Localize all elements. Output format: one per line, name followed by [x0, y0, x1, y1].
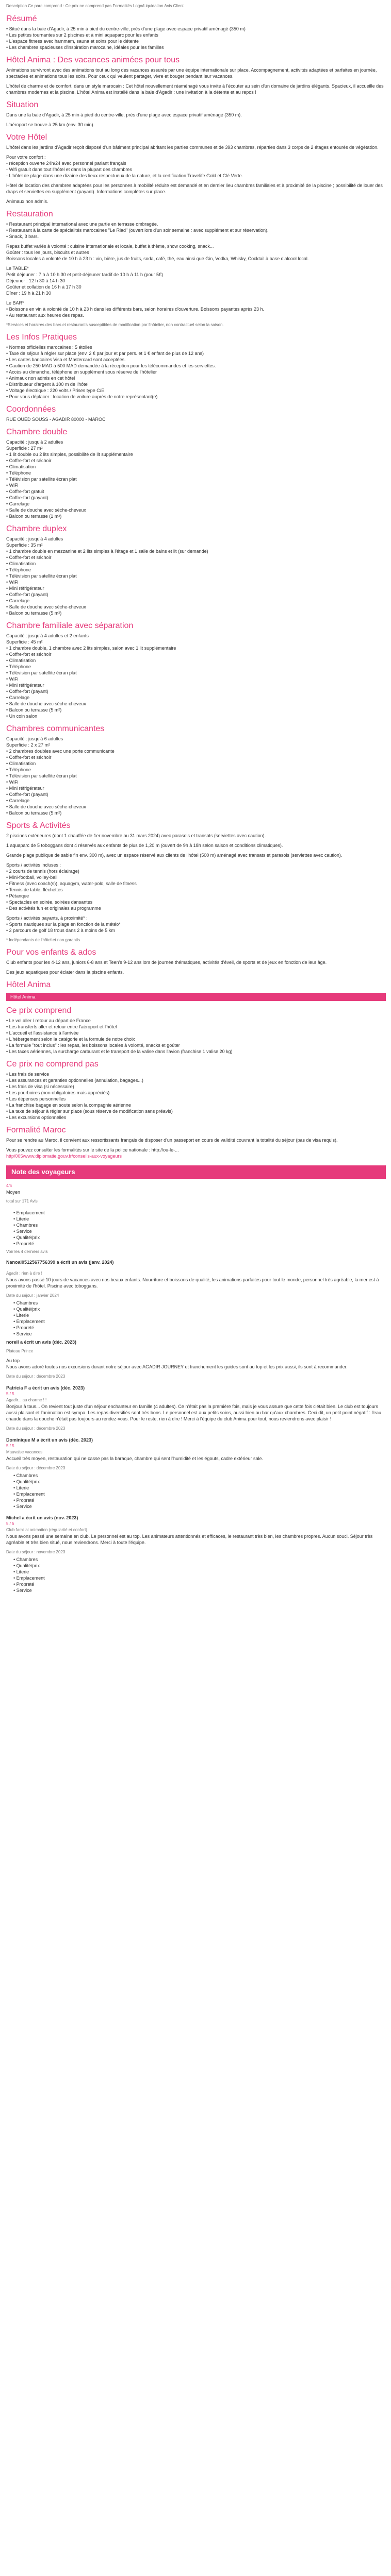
paragraph: 1 aquaparc de 5 toboggans dont 4 réservés aux enfants de plus de 1,20 m (ouvert de 9h à 18h selon saison et conditions climatiques).	[6, 843, 283, 848]
list-item: • La formule "tout inclus" : les repas, les boissons locales à volonté, snacks et goûter	[6, 1042, 386, 1048]
list-item: • WiFi	[6, 482, 386, 488]
paragraph: - réception ouverte 24h/24 avec personnel parlant français	[6, 161, 126, 166]
list-item: • Situé dans la baie d'Agadir, à 25 min à pied du centre-ville, près d'une plage avec espace privatif aménagé (350 m)	[6, 26, 386, 32]
list-item: • Mini réfrigérateur	[6, 682, 386, 688]
list-item: • Propreté	[13, 1581, 386, 1587]
list-item: Déjeuner : 12 h 30 à 14 h 30	[6, 278, 66, 283]
section-title-resume: Résumé	[6, 14, 37, 23]
paragraph: Superficie : 45 m²	[6, 639, 43, 645]
list-item: • Emplacement	[13, 1210, 386, 1216]
list-item: • WiFi	[6, 676, 386, 682]
list-item: • Propreté	[13, 1497, 386, 1503]
list-item: • Les taxes aériennes, la surcharge carburant et le transport de la valise dans l'avion (franchise 1 valise 20 kg)	[6, 1048, 386, 1055]
list-item: • 1 lit double ou 2 lits simples, possibilité de lit supplémentaire	[6, 451, 386, 457]
paragraph: L'hôtel dans les jardins d'Agadir reçoit disposé d'un bâtiment principal abritant les parties communes et de 393 chambres, réparties dans 3 corps de 2 étages entourés de végétation.	[6, 145, 379, 150]
review-card	[6, 1210, 386, 1380]
review-title: Club familial animation (régularité et confort)	[6, 1528, 87, 1532]
list-item: • Emplacement	[13, 1491, 386, 1497]
subsection-title: Le TABLE*	[6, 266, 29, 271]
list-item: • Fitness (avec coach(s)), aquagym, water-polo, salle de fitness	[6, 880, 386, 887]
list-item: • Pour vous déplacer : location de voiture auprès de notre représentant(e)	[6, 394, 386, 400]
list-item: • Salle de douche avec sèche-cheveux	[6, 804, 386, 810]
note: * Indépendants de l'hôtel et non garantis	[6, 938, 80, 942]
list-item: • Les frais de visa (si nécessaire)	[6, 1083, 386, 1090]
list-item: • Propreté	[13, 1241, 386, 1247]
review-card	[6, 1437, 386, 1510]
list-item: • Téléphone	[6, 664, 386, 670]
paragraph: Pour se rendre au Maroc, il convient aux ressortissants français de disposer d'un passeport en cours de validité couvrant la totalité du séjour (pas de visa requis).	[6, 1138, 338, 1143]
list-item: • Balcon ou terrasse (1 m²)	[6, 513, 386, 519]
paragraph: Sports / activités incluses :	[6, 862, 61, 868]
section-title-sports: Sports & Activités	[6, 821, 71, 830]
list-item: Dîner : 19 h à 21 h 30	[6, 291, 52, 296]
paragraph: Vous pouvez consulter les formalités sur le site de la police nationale : http://ou-le-...	[6, 1147, 179, 1153]
list-item: • Animaux non admis en cet hôtel	[6, 375, 386, 381]
paragraph: L'aéroport se trouve à 25 km (env. 30 min).	[6, 122, 95, 127]
list-item: • Coffre-fort (payant)	[6, 591, 386, 598]
paragraph: Animations survivront avec des animations tout au long des vacances assurés par une équipe internationale sur place. Accompagnement, activités adaptées et parfaites en journée, spectacles et animations tous les soirs. Pour ceux qui veulent partager, vivre et bouger pendant leur vacances.	[6, 67, 377, 79]
section-title-restauration: Restauration	[6, 210, 53, 218]
list-item: • Chambres	[13, 1222, 386, 1228]
list-item: • Taxe de séjour à régler sur place (env. 2 € par jour et par pers. et 1 € enfant de plus de 12 ans)	[6, 350, 386, 357]
list-item: • Les transferts aller et retour entre l'aéroport et l'hôtel	[6, 1024, 386, 1030]
review-author: Michel a écrit un avis (nov. 2023)	[6, 1515, 78, 1520]
resume-list	[6, 26, 386, 50]
list-item: • Mini réfrigérateur	[6, 585, 386, 591]
prix-ne-comprend-pas-list	[6, 1071, 386, 1121]
review-card	[6, 1385, 386, 1432]
list-item: • L'hébergement selon la catégorie et la formule de notre choix	[6, 1036, 386, 1042]
list-item: • Chambres	[13, 1472, 386, 1479]
review-date: Date du séjour : janvier 2024	[6, 1293, 59, 1298]
list-item: • Pétanque	[6, 893, 386, 899]
list-item: • Les chambres spacieuses d'inspiration marocaine, idéales pour les familles	[6, 44, 386, 50]
review-title: Mauvaise vacances	[6, 1450, 43, 1454]
restauration-list	[6, 221, 386, 240]
list-item: • Climatisation	[6, 657, 386, 664]
list-item: • 2 chambres doubles avec une porte communicante	[6, 748, 386, 754]
review-author: Nanoal0512567756399 a écrit un avis (janv. 2024)	[6, 1260, 114, 1265]
list-item: • Carrelage	[6, 501, 386, 507]
list-item: • Télévision par satellite écran plat	[6, 573, 386, 579]
list-item: • Coffre-fort (payant)	[6, 791, 386, 798]
subsection-title: Le BAR*	[6, 300, 24, 306]
list-item: • Propreté	[13, 1325, 386, 1331]
sports-paid-list	[6, 921, 386, 934]
list-item: • Coffre-fort et séchoir	[6, 457, 386, 464]
formalites-link[interactable]: http/005/www.diplomatie.gouv.fr/conseils-aux-voyageurs	[6, 1154, 122, 1159]
list-item: • Les petites tournantes sur 2 piscines et à mini aquaparc pour les enfants	[6, 32, 386, 38]
review-date: Date du séjour : décembre 2023	[6, 1466, 66, 1470]
section-title-chambre-double: Chambre double	[6, 428, 68, 436]
review-author: Dominique M a écrit un avis (déc. 2023)	[6, 1437, 93, 1443]
list-item: • Les frais de service	[6, 1071, 386, 1077]
section-title-enfants: Pour vos enfants & ados	[6, 948, 96, 957]
list-item: • Balcon ou terrasse (5 m²)	[6, 610, 386, 616]
list-item: • Des activités fun et originales au programme	[6, 905, 386, 911]
list-item: • Carrelage	[6, 598, 386, 604]
list-item: • Coffre-fort et séchoir	[6, 754, 386, 760]
paragraph: Capacité : jusqu'à 6 adultes	[6, 736, 63, 741]
list-item: • Carrelage	[6, 694, 386, 701]
list-item: • Salle de douche avec sèche-cheveux	[6, 701, 386, 707]
review-author: noreil a écrit un avis (déc. 2023)	[6, 1340, 77, 1345]
list-item: • L'espace fitness avec hammam, sauna et soins pour le détente	[6, 38, 386, 44]
list-item: • Caution de 250 MAD à 500 MAD demandée à la réception pour les télécommandes et les serviettes.	[6, 363, 386, 369]
reviews-header: Note des voyageurs	[6, 1165, 386, 1179]
list-item: • Distributeur d'argent à 100 m de l'hôtel	[6, 381, 386, 387]
paragraph: Capacité : jusqu'à 4 adultes	[6, 536, 63, 541]
review-text: Nous avons passé une semaine en club. Le personnel est au top. Les animateurs attentionnés et efficaces, le restaurant très bien, les chambres propres. Aucun souci. Séjour très agréable et très bien situé, nous reviendrons. Merci à toute l'équipe.	[6, 1534, 373, 1545]
list-item: • Literie	[13, 1312, 386, 1318]
section-title-formalites: Formalité Maroc	[6, 1126, 66, 1134]
list-item: • 1 chambre double en mezzanine et 2 lits simples à l'étage et 1 salle de bains et lit (sur demande)	[6, 548, 386, 554]
paragraph: Club enfants pour les 4-12 ans, juniors 6-8 ans et Teen's 9-12 ans lors de journée thématiques, activités d'éveil, de sports et de jeux en fonction de leur âge.	[6, 960, 327, 965]
breadcrumb: Description Ce parc comprend : Ce prix ne comprend pas Formalités Logo/Liquidation Avis Client	[6, 4, 184, 8]
list-item: • WiFi	[6, 779, 386, 785]
list-item: • Les dépenses personnelles	[6, 1096, 386, 1102]
list-item: • Climatisation	[6, 561, 386, 567]
table-hours-list	[6, 272, 386, 296]
paragraph: Dans une la baie d'Agadir, à 25 min à pied du centre-ville, près d'une plage avec espace privatif aménagé (350 m).	[6, 112, 242, 117]
list-item: • Coffre-fort gratuit	[6, 488, 386, 495]
paragraph: Superficie : 27 m²	[6, 446, 43, 451]
list-item: • Climatisation	[6, 464, 386, 470]
review-stars: 5 / 5	[6, 1444, 14, 1448]
list-item: • Les excursions optionnelles	[6, 1114, 386, 1121]
review-criteria-list	[6, 1300, 386, 1337]
list-item: • Emplacement	[13, 1575, 386, 1581]
review-title: Agadir... au charme ! !	[6, 1398, 47, 1402]
list-item: • 2 parcours de golf 18 trous dans 2 à moins de 5 km	[6, 927, 386, 934]
list-item: • Service	[13, 1587, 386, 1594]
paragraph: Sports / activités payants, à proximité* :	[6, 916, 88, 921]
note: *Services et horaires des bars et restaurants susceptibles de modification par l'hôtelier, non contractuel selon la saison.	[6, 323, 224, 327]
review-title: Agadir : rien à dire !	[6, 1271, 42, 1276]
list-item: • Un coin salon	[6, 713, 386, 719]
list-item: • L'accueil et l'assistance à l'arrivée	[6, 1030, 386, 1036]
list-item: • Au restaurant aux heures des repas.	[6, 312, 386, 318]
paragraph: Hôtel de location des chambres adaptées pour les personnes à mobilité réduite est demandé et en dernier lieu chambres familiales et à proximité de la piscine ; possibilité de louer des draps et serviettes en supplément (payant). Informations complètes sur place.	[6, 183, 383, 194]
list-item: • Mini réfrigérateur	[6, 785, 386, 791]
section-title-chambre-duplex: Chambre duplex	[6, 524, 67, 533]
list-item: • Salle de douche avec sèche-cheveux	[6, 507, 386, 513]
list-item: • Coffre-fort (payant)	[6, 495, 386, 501]
review-text: Bonjour à tous... On revient tout juste d'un séjour enchanteur en famille (4 adultes). Ce n'était pas la première fois, mais je vous assure que cette fois c'était bien. Le club est toujours aussi plaisant et l'animation est sympa. Les repas diversifiés sont très bons. Le personnel est aux petits soins, aussi bien au bar qu'aux chambres. Ceci dit, un petit point négatif : l'eau chaude dans la douche n'était pas toujours au rendez-vous. Pour le reste, rien à dire ! Merci à l'équipe du club Anima pour tout, nous reviendrons avec plaisir !	[6, 1404, 382, 1421]
room-features-list	[6, 645, 386, 719]
list-item: • Spectacles en soirée, soirées dansantes	[6, 899, 386, 905]
paragraph: Goûter : tous les jours, biscuits et autres	[6, 250, 89, 255]
list-item: • Téléphone	[6, 470, 386, 476]
list-item: • Chambres	[13, 1556, 386, 1563]
list-item: • La taxe de séjour à régler sur place (sous réserve de modification sans préavis)	[6, 1108, 386, 1114]
paragraph: Repas buffet variés à volonté : cuisine internationale et locale, buffet à thème, show cooking, snack...	[6, 244, 214, 249]
paragraph: L'hôtel de charme et de comfort, dans un style marocain : Cet hôtel nouvellement réaménagé vous invite à l'écouter au sein d'un domaine de jardins élégants. Spacieux, il accueille des chambres modernes et la piscine. L'hôtel Anima est installé dans la baie d'Agadir : une invitation à la détente et au repos !	[6, 83, 384, 95]
list-item: • Carrelage	[6, 798, 386, 804]
list-item: • Balcon ou terrasse (5 m²)	[6, 707, 386, 713]
list-item: • Salle de douche avec sèche-cheveux	[6, 604, 386, 610]
list-item: • Sports nautiques sur la plage en fonction de la météo*	[6, 921, 386, 927]
section-title-coordonnees: Coordonnées	[6, 405, 56, 414]
list-item: • Service	[13, 1331, 386, 1337]
list-item: • Literie	[13, 1216, 386, 1222]
list-item: • WiFi	[6, 579, 386, 585]
list-item: • Qualité/prix	[13, 1479, 386, 1485]
review-text: Accueil très moyen, restauration qui ne casse pas la baraque, chambre qui sent l'humidité et les égouts, cadre extérieur sale.	[6, 1456, 263, 1461]
review-author: Patricia F a écrit un avis (déc. 2023)	[6, 1385, 85, 1391]
list-item: Petit déjeuner : 7 h à 10 h 30 et petit-déjeuner tardif de 10 h à 11 h (pour 5€)	[6, 272, 164, 277]
list-item: • 2 courts de tennis (hors éclairage)	[6, 868, 386, 874]
list-item: • Les cartes bancaires Visa et Mastercard sont acceptées.	[6, 357, 386, 363]
section-title-chambre-familiale: Chambre familiale avec séparation	[6, 621, 134, 630]
list-item: • Balcon ou terrasse (5 m²)	[6, 810, 386, 816]
review-text: Au top	[6, 1358, 20, 1363]
list-item: Goûter et collation de 16 h à 17 h 30	[6, 284, 82, 290]
review-score: 4/5	[6, 1183, 12, 1188]
review-criteria-list	[6, 1556, 386, 1594]
hotel-name-band: Hôtel Anima	[6, 993, 386, 1001]
paragraph: Capacité : jusqu'à 2 adultes	[6, 439, 63, 445]
section-title-situation: Situation	[6, 100, 39, 109]
review-stars: 5 / 5	[6, 1521, 14, 1526]
list-item: • Coffre-fort et séchoir	[6, 651, 386, 657]
paragraph: 2 piscines extérieures (dont 1 chauffée de 1er novembre au 31 mars 2024) avec parasols et transats (serviettes avec caution).	[6, 833, 266, 838]
review-date: Date du séjour : décembre 2023	[6, 1426, 66, 1431]
list-item: • Qualité/prix	[13, 1306, 386, 1312]
list-item: • Voltage électrique : 220 volts / Prises type C/E.	[6, 387, 386, 394]
paragraph: Capacité : jusqu'à 4 adultes et 2 enfants	[6, 633, 89, 638]
list-item: • Téléphone	[6, 767, 386, 773]
paragraph: Des jeux aquatiques pour éclater dans la piscine enfants.	[6, 970, 124, 975]
room-features-list	[6, 451, 386, 519]
list-item: • Qualité/prix	[13, 1234, 386, 1241]
review-stars: 5 / 5	[6, 1392, 14, 1396]
paragraph: Superficie : 35 m²	[6, 543, 43, 548]
paragraph: - Wifi gratuit dans tout l'hôtel et dans la plupart des chambres	[6, 167, 132, 172]
list-item: • Coffre-fort et séchoir	[6, 554, 386, 561]
paragraph: Pour votre confort :	[6, 155, 46, 160]
review-date: Date du séjour : novembre 2023	[6, 1550, 66, 1554]
list-item: • Télévision par satellite écran plat	[6, 476, 386, 482]
section-title-hotel-anima: Hôtel Anima	[6, 980, 51, 989]
paragraph: Boissons locales à volonté de 10 h à 23 h : vin, bière, jus de fruits, soda, café, thé, eau ainsi que Gin, Vodka, Whisky, Cocktail à base d'alcool local.	[6, 256, 309, 261]
list-item: • Boissons en vin à volonté de 10 h à 23 h dans les différents bars, selon horaires d'ouverture. Boissons payantes après 23 h.	[6, 306, 386, 312]
list-item: • Service	[13, 1228, 386, 1234]
list-item: • Le vol aller / retour au départ de France	[6, 1018, 386, 1024]
room-features-list	[6, 748, 386, 816]
list-item: • Tennis de table, fléchettes	[6, 887, 386, 893]
list-item: • Les pourboires (non obligatoires mais appréciés)	[6, 1090, 386, 1096]
review-criteria-list	[6, 1210, 386, 1247]
list-item: • Literie	[13, 1485, 386, 1491]
list-item: • Climatisation	[6, 760, 386, 767]
review-date: Date du séjour : décembre 2023	[6, 1374, 66, 1379]
list-item: • 1 chambre double, 1 chambre avec 2 lits simples, salon avec 1 lit supplémentaire	[6, 645, 386, 651]
review-criteria-list	[6, 1472, 386, 1510]
section-title-prix-comprend: Ce prix comprend	[6, 1006, 72, 1015]
paragraph: Animaux non admis.	[6, 199, 48, 204]
list-item: • Qualité/prix	[13, 1563, 386, 1569]
review-title: Plateau Prince	[6, 1349, 34, 1353]
address: RUE OUED SOUSS - AGADIR 80000 - MAROC	[6, 417, 106, 422]
list-item: • Les assurances et garanties optionnelles (annulation, bagages...)	[6, 1077, 386, 1083]
section-title-votre-hotel: Votre Hôtel	[6, 133, 47, 142]
list-item: • Emplacement	[13, 1318, 386, 1325]
section-title-prix-ne-comprend-pas: Ce prix ne comprend pas	[6, 1060, 99, 1069]
review-score-label: Moyen	[6, 1190, 21, 1195]
list-item: • La franchise bagage en soute selon la compagnie aérienne	[6, 1102, 386, 1108]
list-item: • Télévision par satellite écran plat	[6, 773, 386, 779]
list-item: • Literie	[13, 1569, 386, 1575]
section-title-hotel-intro: Hôtel Anima : Des vacances animées pour tous	[6, 56, 180, 64]
infos-list	[6, 344, 386, 400]
paragraph: Grande plage publique de sable fin env. 300 m), avec un espace réservé aux clients de l'hôtel (500 m) aménagé avec transats et parasols (serviettes avec caution).	[6, 853, 343, 858]
list-item: • Service	[13, 1503, 386, 1510]
list-item: • Restaurant principal international avec une partie en terrasse ombragée.	[6, 221, 386, 227]
list-item: • Téléphone	[6, 567, 386, 573]
list-item: • Coffre-fort (payant)	[6, 688, 386, 694]
review-text: Nous avons adoré toutes nos excursions durant notre séjour avec AGADIR JOURNEY et franchement les guides sont au top et les prix aussi, ils sont à recommander.	[6, 1364, 348, 1369]
review-total: total sur 171 Avis	[6, 1199, 38, 1204]
list-item: • Chambres	[13, 1300, 386, 1306]
list-item: • Snack, 3 bars.	[6, 233, 386, 240]
list-item: • Accès au dimanche, téléphone en supplément sous réserve de l'hôtelier	[6, 369, 386, 375]
review-text: Nous avons passé 10 jours de vacances avec nos beaux enfants. Nourriture et boissons de qualité, les animations parfaites pour tout le monde, personnel très agréable, la mer est à proximité de l'hôtel. Piscine avec toboggans.	[6, 1277, 379, 1289]
paragraph: - L'hôtel de plage dans une dizaine des lieux respectueux de la nature, et la certification Travelife Gold et Clé Verte.	[6, 173, 243, 178]
section-title-chambres-communicantes: Chambres communicantes	[6, 724, 105, 733]
bar-list	[6, 306, 386, 318]
sports-included-list	[6, 868, 386, 911]
review-card	[6, 1515, 386, 1594]
paragraph: Superficie : 2 x 27 m²	[6, 742, 51, 748]
prix-comprend-list	[6, 1018, 386, 1055]
list-item: • Télévision par satellite écran plat	[6, 670, 386, 676]
list-item: • Normes officielles marocaines : 5 étoiles	[6, 344, 386, 350]
list-item: • Restaurant à la carte de spécialités marocaines "Le Riad" (ouvert lors d'un soir semaine : avec supplément et sur réservation).	[6, 227, 386, 233]
section-title-infos: Les Infos Pratiques	[6, 333, 77, 342]
review-helpful[interactable]: Voir les 4 derniers avis	[6, 1249, 48, 1254]
room-features-list	[6, 548, 386, 616]
list-item: • Mini-football, volley-ball	[6, 874, 386, 880]
reviews-summary	[6, 1183, 386, 1205]
